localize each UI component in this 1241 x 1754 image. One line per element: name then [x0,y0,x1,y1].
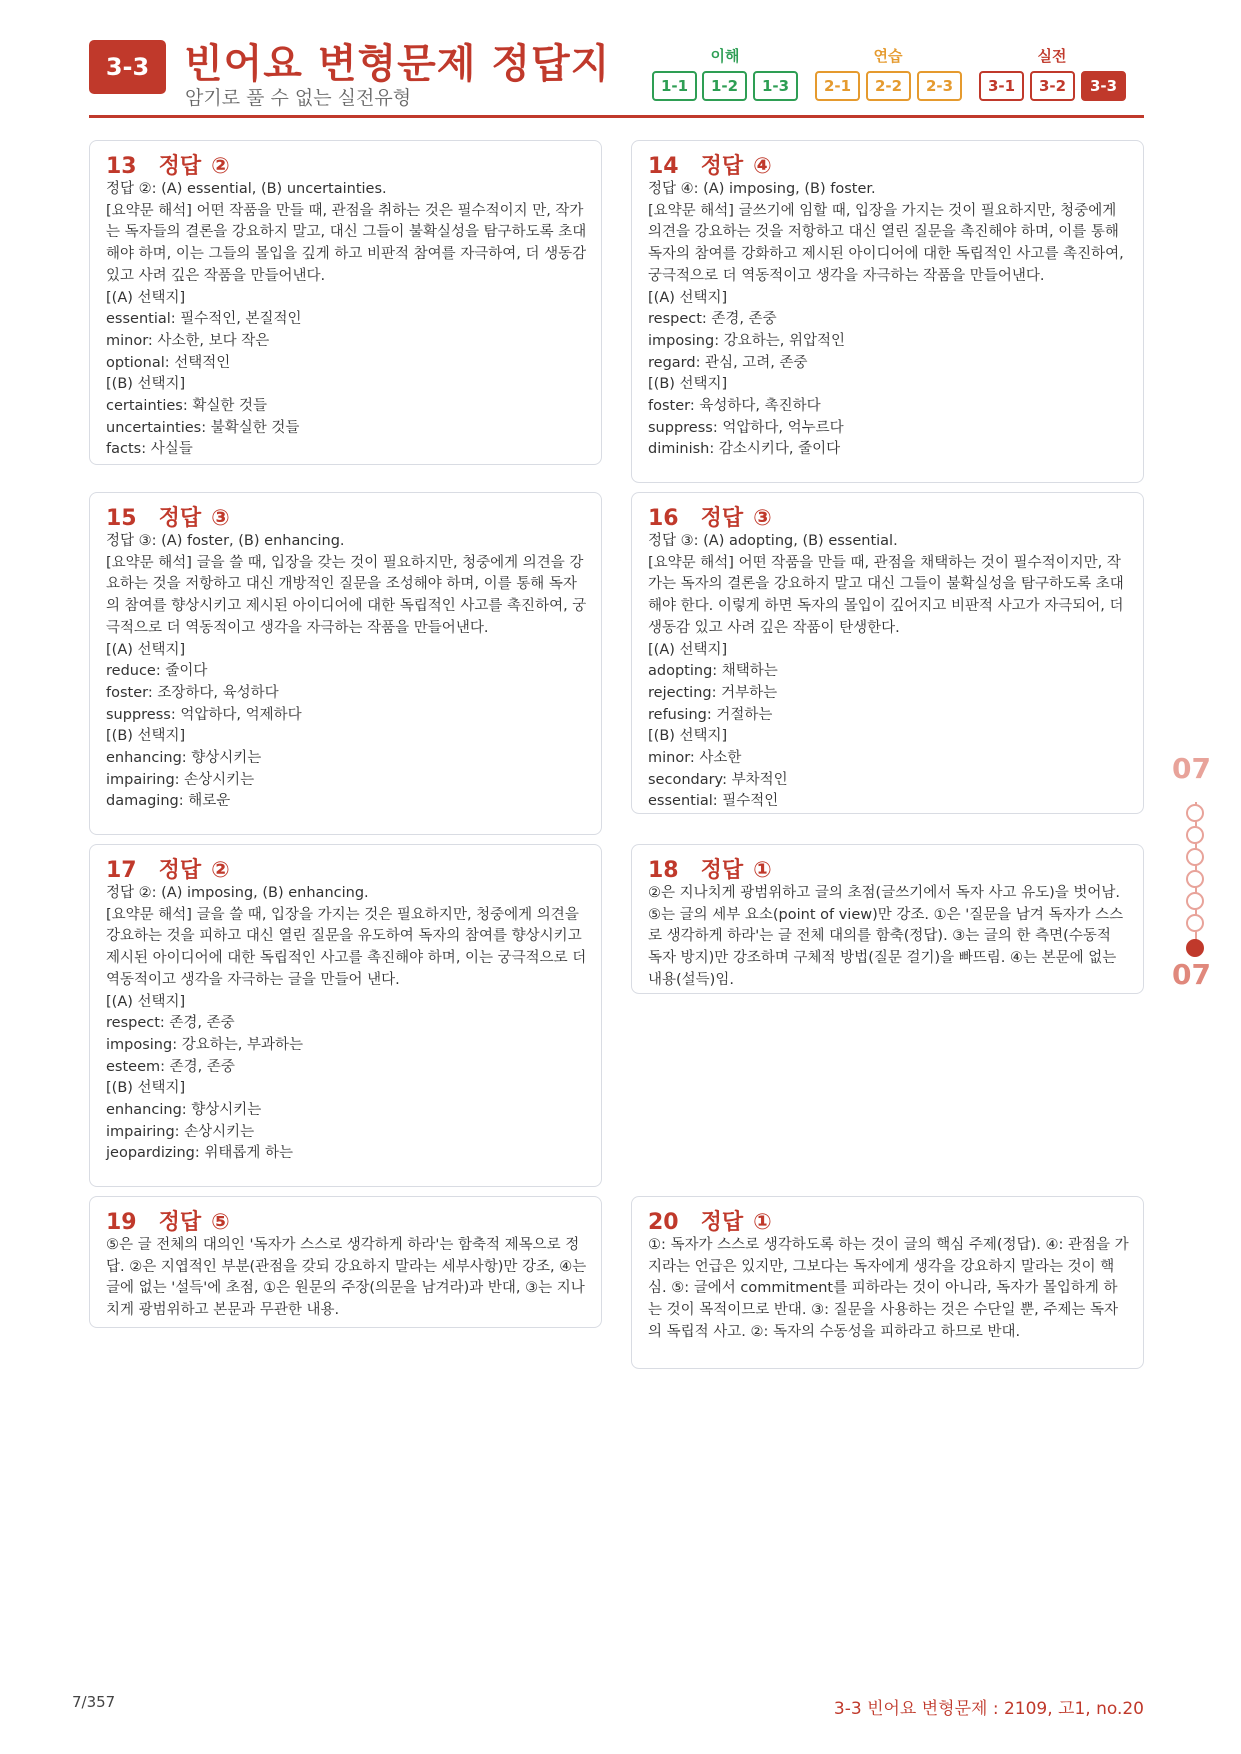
explanation-line: [요약문 해석] 어떤 작품을 만들 때, 관점을 채택하는 것이 필수적이지만, 작가는 독자의 결론을 강요하지 말고 대신 그들이 불확실성을 탐구하도록 초대해야 한다. 이렇게 하면 독자의 몰입이 깊어지고 비판적 사고가 자극되어, 더 생동감 있고 사려 깊은 작품이 탄생한다. [648,554,1124,636]
explanation-line: jeopardizing: 위태롭게 하는 [106,1145,294,1162]
answer-card-15 [89,492,602,835]
answer-card-14 [631,140,1144,483]
explanation-line: [(A) 선택지] [648,289,728,306]
question-number: 18 [648,858,679,883]
explanation-line: enhancing: 향상시키는 [106,750,262,767]
question-number: 15 [106,506,137,531]
explanation-line: foster: 조장하다, 육성하다 [106,684,279,701]
progress-dot-current[interactable] [1186,939,1204,957]
answer-label: 정답 [700,1210,744,1235]
explanation-line: ①: 독자가 스스로 생각하도록 하는 것이 글의 핵심 주제(정답). ④: 관점을 가지라는 언급은 있지만, 그보다는 독자에게 생각을 강요하지 말라는 것이 핵심. ⑤: 글에서 commitment를 피하라는 것이 아니라, 독자가 몰입하게 하는 것이 목적이므로 반대. ③: 질문을 사용하는 것은 수단일 뿐, 주제는 독자의 독립적 사고. ②: 독자의 수동성을 피하라고 하므로 반대. [648,1237,1129,1340]
card-heading [106,853,587,883]
progress-dot[interactable] [1186,804,1204,822]
explanation-line: imposing: 강요하는, 부과하는 [106,1036,303,1053]
explanation-line: 정답 ②: (A) imposing, (B) enhancing. [106,885,369,901]
explanation-line: minor: 사소한 [648,750,742,767]
explanation-line: diminish: 감소시키다, 줄이다 [648,441,841,458]
explanation-line: [요약문 해석] 글쓰기에 임할 때, 입장을 가지는 것이 필요하지만, 청중에게 의견을 강요하는 것을 저항하고 대신 열린 질문을 촉진해야 하며, 이를 통해 독자의 참여를 강화하고 제시된 아이디어에 대한 독립적인 사고를 촉진하여, 궁극적으로 더 역동적이고 생각을 자극하는 작품을 만들어낸다. [648,202,1124,284]
explanation-line: [요약문 해석] 어떤 작품을 만들 때, 관점을 취하는 것은 필수적이지 만, 작가는 독자들의 결론을 강요하지 말고, 대신 그들이 불확실성을 탐구하도록 초대해야 하며, 이는 그들의 몰입을 깊게 하고 비판적 참여를 자극하여, 더 생동감 있고 사려 깊은 작품을 만들어낸다. [106,202,587,284]
level-group-label-1: 이해 [710,47,740,65]
level-chip-3-2[interactable]: 3-2 [1030,71,1075,101]
explanation-line: facts: 사실들 [106,441,193,458]
explanation-line: uncertainties: 불확실한 것들 [106,419,300,436]
card-heading [106,1205,587,1235]
explanation-line: ⑤은 글 전체의 대의인 '독자가 스스로 생각하게 하라'는 함축적 제목으로 정답. ②은 지엽적인 부분(관점을 갖되 강요하지 말라는 세부사항)만 강조, ④는 글에 없는 '설득'에 초점, ①은 원문의 주장(의문을 남겨라)과 반대, ③는 지나치게 광범위하고 본문과 무관한 내용. [106,1237,587,1319]
explanation-line: 정답 ③: (A) foster, (B) enhancing. [106,533,345,549]
progress-dot[interactable] [1186,870,1204,888]
progress-dot[interactable] [1186,892,1204,910]
card-heading [648,149,1129,179]
level-chip-2-3[interactable]: 2-3 [917,71,962,101]
explanation-line: respect: 존경, 존중 [106,1015,235,1032]
explanation-line: rejecting: 거부하는 [648,684,778,701]
explanation-line: reduce: 줄이다 [106,663,208,680]
answer-label: 정답 [158,858,202,883]
explanation-line: minor: 사소한, 보다 작은 [106,332,270,349]
card-heading [648,853,1129,883]
explanation-line: foster: 육성하다, 촉진하다 [648,398,821,415]
explanation-line: regard: 관심, 고려, 존중 [648,354,808,371]
explanation-line: 정답 ②: (A) essential, (B) uncertainties. [106,181,387,197]
explanation-line: suppress: 억압하다, 억누르다 [648,419,844,436]
explanation-line: 정답 ③: (A) adopting, (B) essential. [648,533,898,549]
answer-symbol: ① [753,858,772,883]
explanation-line: certainties: 확실한 것들 [106,398,267,415]
answer-card-13 [89,140,602,465]
question-number: 14 [648,154,679,179]
explanation-line: refusing: 거절하는 [648,706,773,723]
explanation-line: esteem: 존경, 존중 [106,1058,235,1075]
answer-label: 정답 [700,858,744,883]
explanation-line: impairing: 손상시키는 [106,1123,255,1140]
question-number: 19 [106,1210,137,1235]
explanation-line: [(B) 선택지] [648,376,728,393]
answer-symbol: ③ [753,506,772,531]
explanation-line: [(A) 선택지] [106,641,186,658]
card-body [648,1235,1129,1344]
question-number: 16 [648,506,679,531]
question-number: 17 [106,858,137,883]
page-number: 7/357 [72,1693,116,1711]
answer-symbol: ⑤ [211,1210,230,1235]
card-heading [648,501,1129,531]
explanation-line: damaging: 해로운 [106,793,231,810]
explanation-line: [(B) 선택지] [106,1080,186,1097]
card-body [648,883,1129,992]
explanation-line: optional: 선택적인 [106,354,231,371]
card-heading [648,1205,1129,1235]
card-heading [106,149,587,179]
card-body [106,883,587,1165]
answer-card-17 [89,844,602,1187]
explanation-line: [(B) 선택지] [106,376,186,393]
card-body [106,531,587,813]
level-chip-2-1[interactable]: 2-1 [815,71,860,101]
answer-label: 정답 [158,154,202,179]
level-group-label-2: 연습 [873,47,903,65]
answer-label: 정답 [700,154,744,179]
progress-dot[interactable] [1186,848,1204,866]
level-group-label-3: 실전 [1037,47,1067,65]
explanation-line: enhancing: 향상시키는 [106,1102,262,1119]
card-body [106,179,587,461]
answer-symbol: ② [211,858,230,883]
explanation-line: essential: 필수적인, 본질적인 [106,311,302,328]
answer-card-18 [631,844,1144,994]
footer-reference: 3-3 빈어요 변형문제 : 2109, 고1, no.20 [833,1699,1144,1719]
explanation-line: [요약문 해석] 글을 쓸 때, 입장을 가지는 것은 필요하지만, 청중에게 의견을 강요하는 것을 피하고 대신 열린 질문을 유도하여 독자의 참여를 향상시키고 제시된 아이디어에 대한 독립적인 사고를 촉진해야 하며, 이는 궁극적으로 더 역동적이고 생각을 자극하는 글을 만들어 낸다. [106,906,587,988]
progress-dot[interactable] [1186,914,1204,932]
answer-label: 정답 [700,506,744,531]
explanation-line: [(A) 선택지] [106,993,186,1010]
card-body [106,1235,587,1322]
card-body [648,179,1129,461]
question-number: 13 [106,154,137,179]
progress-dot[interactable] [1186,826,1204,844]
answer-label: 정답 [158,1210,202,1235]
explanation-line: impairing: 손상시키는 [106,771,255,788]
level-chip-2-2[interactable]: 2-2 [866,71,911,101]
section-badge: 3-3 [89,40,166,94]
card-heading [106,501,587,531]
explanation-line: suppress: 억압하다, 억제하다 [106,706,302,723]
explanation-line: [(B) 선택지] [106,728,186,745]
question-number: 20 [648,1210,679,1235]
chapter-number-top: 07 [1172,752,1211,785]
explanation-line: ②은 지나치게 광범위하고 글의 초점(글쓰기에서 독자 사고 유도)을 벗어남. ⑤는 글의 세부 요소(point of view)만 강조. ①은 '질문을 남겨 독자가 스스로 생각하게 하라'는 글 전체 대의를 함축(정답). ③는 글의 한 측면(수동적 독자 방지)만 강조하며 구체적 방법(질문 걸기)을 빠뜨림. ④는 본문에 없는 내용(설득)임. [648,885,1124,988]
explanation-line: respect: 존경, 존중 [648,311,777,328]
answer-card-16 [631,492,1144,814]
level-chip-1-2[interactable]: 1-2 [702,71,747,101]
page-title: 빈어요 변형문제 정답지 [184,41,611,87]
explanation-line: [(A) 선택지] [648,641,728,658]
explanation-line: essential: 필수적인 [648,793,779,810]
explanation-line: secondary: 부차적인 [648,771,788,788]
explanation-line: 정답 ④: (A) imposing, (B) foster. [648,181,876,197]
explanation-line: [(B) 선택지] [648,728,728,745]
header-divider [89,115,1144,118]
answer-symbol: ② [211,154,230,179]
answer-card-19 [89,1196,602,1328]
level-chip-3-1[interactable]: 3-1 [979,71,1024,101]
explanation-line: imposing: 강요하는, 위압적인 [648,332,845,349]
level-chip-3-3[interactable]: 3-3 [1081,71,1126,101]
explanation-line: [(A) 선택지] [106,289,186,306]
explanation-line: adopting: 채택하는 [648,663,778,680]
chapter-number-bottom: 07 [1172,958,1211,991]
answer-label: 정답 [158,506,202,531]
level-chip-1-1[interactable]: 1-1 [652,71,697,101]
explanation-line: [요약문 해석] 글을 쓸 때, 입장을 갖는 것이 필요하지만, 청중에게 의견을 강요하는 것을 저항하고 대신 개방적인 질문을 조성해야 하며, 이를 통해 독자의 참여를 향상시키고 제시된 아이디어에 대한 독립적인 사고를 촉진하여, 궁극적으로 더 역동적이고 생각을 자극하는 작품을 만들어낸다. [106,554,587,636]
page-subtitle: 암기로 풀 수 없는 실전유형 [185,87,412,109]
level-chip-1-3[interactable]: 1-3 [753,71,798,101]
answer-card-20 [631,1196,1144,1369]
answer-symbol: ③ [211,506,230,531]
answer-symbol: ① [753,1210,772,1235]
card-body [648,531,1129,813]
answer-symbol: ④ [753,154,772,179]
